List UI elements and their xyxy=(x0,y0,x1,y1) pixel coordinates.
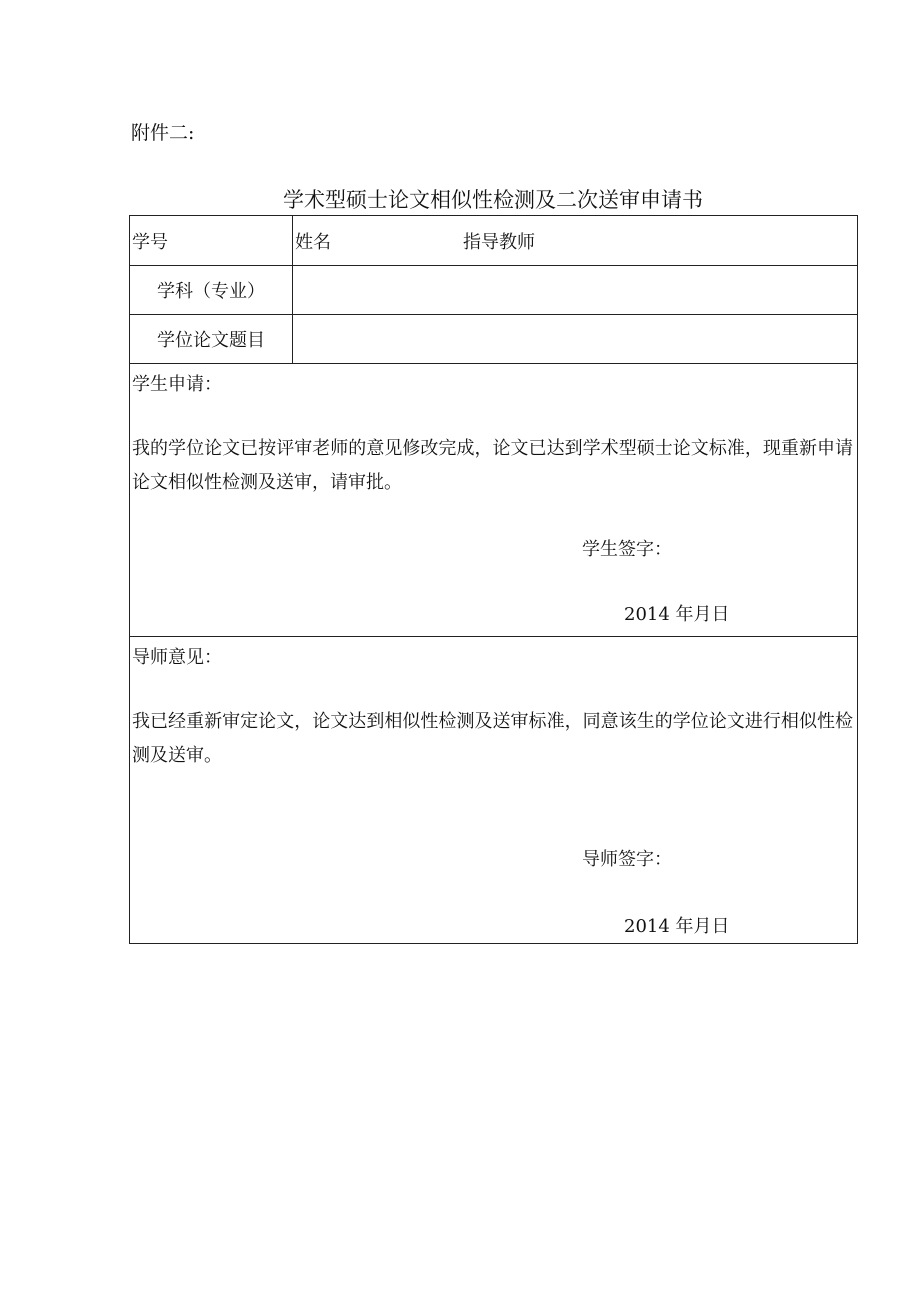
thesis-title-label: 学位论文题目 xyxy=(130,315,293,364)
form-row-advisor-opinion xyxy=(130,637,858,944)
discipline-label: 学科（专业） xyxy=(130,266,293,315)
advisor-date[interactable]: 2014 年月日 xyxy=(624,916,730,937)
advisor-signature-label[interactable]: 导师签字： xyxy=(582,849,672,870)
student-date[interactable]: 2014 年月日 xyxy=(624,604,730,625)
student-application-heading: 学生申请： xyxy=(132,374,222,395)
advisor-opinion-section xyxy=(130,637,858,944)
form-row-student-application xyxy=(130,364,858,637)
advisor-label: 指导教师 xyxy=(463,232,535,253)
form-row-discipline xyxy=(130,266,858,315)
attachment-label: 附件二: xyxy=(131,122,195,144)
form-row-thesis-title xyxy=(130,315,858,364)
advisor-opinion-heading: 导师意见： xyxy=(132,647,222,668)
name-advisor-cell xyxy=(293,216,858,266)
form-row-identity xyxy=(130,216,858,266)
name-label: 姓名 xyxy=(295,232,331,253)
discipline-field[interactable] xyxy=(293,266,858,315)
student-signature-label[interactable]: 学生签字： xyxy=(582,539,672,560)
thesis-title-field[interactable] xyxy=(293,315,858,364)
student-application-section xyxy=(130,364,858,637)
student-id-label: 学号 xyxy=(130,216,293,266)
application-form-table xyxy=(129,215,858,944)
document-title: 学术型硕士论文相似性检测及二次送审申请书 xyxy=(283,188,703,212)
advisor-opinion-body: 我已经重新审定论文，论文达到相似性检测及送审标准，同意该生的学位论文进行相似性检测及送审。 xyxy=(132,711,853,766)
student-application-body: 我的学位论文已按评审老师的意见修改完成，论文已达到学术型硕士论文标准，现重新申请论文相似性检测及送审，请审批。 xyxy=(132,438,853,493)
